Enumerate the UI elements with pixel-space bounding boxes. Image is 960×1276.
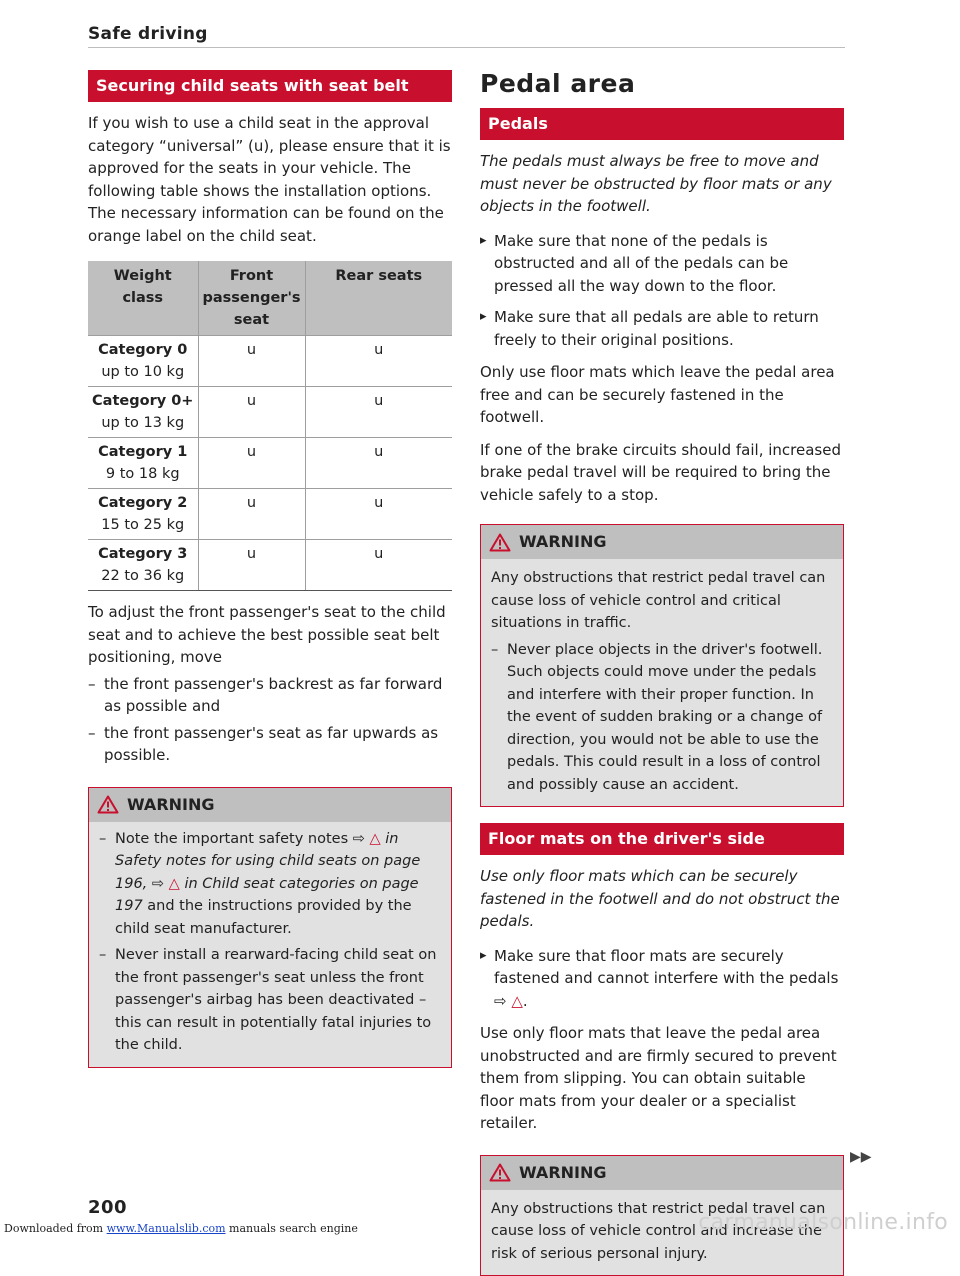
warning-title: WARNING (127, 793, 215, 817)
weight-label: up to 13 kg (92, 412, 194, 434)
table-cell-rear: u (305, 336, 452, 387)
child-seat-warning (88, 787, 452, 1068)
category-label: Category 0 (92, 339, 194, 361)
warning-title: WARNING (519, 1161, 607, 1185)
category-label: Category 2 (92, 492, 194, 514)
floor-mats-bullet: ▸ Make sure that floor mats are securely fastened and cannot interfere with the pedals ⇨ △. (480, 945, 844, 1013)
left-column (88, 70, 452, 1068)
warning-body (481, 559, 843, 806)
child-seat-categories-link[interactable]: in Child seat categories on page 197 (115, 876, 419, 915)
warning-text: Any obstructions that restrict pedal travel can cause loss of vehicle control and increase the risk of serious personal injury. (491, 1198, 833, 1266)
child-seat-heading: Securing child seats with seat belt (88, 70, 452, 102)
weight-label: 15 to 25 kg (92, 514, 194, 536)
adjust-text: To adjust the front passenger's seat to the child seat and to achieve the best possible seat belt positioning, move (88, 601, 452, 669)
child-seat-intro: If you wish to use a child seat in the approval category “universal” (u), please ensure that it is approved for the seats in your vehicle. The following table shows the installation options. The necessary information can be found on the orange label on the child seat. (88, 112, 452, 247)
table-cell-front: u (198, 336, 305, 387)
table-header-weight: Weight class (88, 261, 198, 336)
table-cell-rear: u (305, 540, 452, 591)
warning-header (89, 788, 451, 822)
adjust-item: – the front passenger's seat as far upwards as possible. (88, 722, 452, 767)
pedal-area-title: Pedal area (480, 66, 844, 102)
page-number: 200 (88, 1197, 127, 1218)
bullet-text: Make sure that floor mats are securely fastened and cannot interfere with the pedals ⇨ (494, 947, 838, 1010)
adjust-item: – the front passenger's backrest as far forward as possible and (88, 673, 452, 718)
manualslib-link[interactable]: www.Manualslib.com (107, 1222, 226, 1235)
warning-item: – Never place objects in the driver's footwell. Such objects could move under the pedals and interfere with their proper function. In the event of sudden braking or a change of direction, you would not be able to use the pedals. This could result in a loss of control and possibly cause an accident. (491, 639, 833, 797)
table-cell-weight (88, 438, 198, 489)
right-column (480, 66, 844, 1276)
continue-arrow-icon: ▶▶ (850, 1149, 872, 1165)
category-label: Category 3 (92, 543, 194, 565)
table-cell-front: u (198, 438, 305, 489)
warning-text: Any obstructions that restrict pedal travel can cause loss of vehicle control and critical situations in traffic. (491, 567, 833, 635)
download-footer (4, 1222, 358, 1235)
category-label: Category 1 (92, 441, 194, 463)
table-header-rear: Rear seats (305, 261, 452, 336)
floor-mats-heading: Floor mats on the driver's side (480, 823, 844, 855)
warning-triangle-icon (489, 1163, 511, 1182)
warning-text: Note the important safety notes ⇨ (115, 831, 370, 847)
table-cell-rear: u (305, 387, 452, 438)
table-cell-weight (88, 489, 198, 540)
warning-triangle-icon: △ (169, 876, 180, 892)
pedals-bullet: ▸ Make sure that none of the pedals is obstructed and all of the pedals can be pressed all the way down to the floor. (480, 230, 844, 298)
warning-triangle-icon (97, 795, 119, 814)
warning-triangle-icon: △ (511, 992, 523, 1010)
pedals-heading: Pedals (480, 108, 844, 140)
section-header: Safe driving (88, 24, 208, 44)
warning-item (99, 828, 441, 941)
table-cell-weight (88, 540, 198, 591)
warning-triangle-icon (489, 533, 511, 552)
table-header-front: Front passenger's seat (198, 261, 305, 336)
footer-prefix: Downloaded from (4, 1222, 107, 1235)
pedals-warning (480, 524, 844, 807)
warning-header (481, 1156, 843, 1190)
weight-label: 22 to 36 kg (92, 565, 194, 587)
table-cell-front: u (198, 540, 305, 591)
table-cell-rear: u (305, 489, 452, 540)
table-row (88, 438, 452, 489)
table-cell-weight (88, 336, 198, 387)
pedals-para: If one of the brake circuits should fail, increased brake pedal travel will be required to bring the vehicle safely to a stop. (480, 439, 844, 507)
table-cell-front: u (198, 387, 305, 438)
category-label: Category 0+ (92, 390, 194, 412)
warning-title: WARNING (519, 530, 607, 554)
weight-label: up to 10 kg (92, 361, 194, 383)
safety-notes-link[interactable]: in Safety notes for using child seats on page 196, (115, 831, 420, 892)
table-row (88, 336, 452, 387)
table-row (88, 489, 452, 540)
table-row (88, 387, 452, 438)
floor-mats-intro: Use only floor mats which can be securely fastened in the footwell and do not obstruct the pedals. (480, 865, 844, 933)
watermark: carmanualsonline.info (698, 1210, 948, 1235)
warning-text: ⇨ (147, 876, 168, 892)
header-divider (88, 47, 845, 48)
warning-body (89, 822, 451, 1067)
table-cell-rear: u (305, 438, 452, 489)
pedals-bullet: ▸ Make sure that all pedals are able to return freely to their original positions. (480, 306, 844, 351)
footer-suffix: manuals search engine (226, 1222, 358, 1235)
pedals-intro: The pedals must always be free to move and must never be obstructed by floor mats or any objects in the footwell. (480, 150, 844, 218)
weight-label: 9 to 18 kg (92, 463, 194, 485)
warning-item: – Never install a rearward-facing child seat on the front passenger's seat unless the front passenger's airbag has been deactivated – this can result in potentially fatal injuries to the child. (99, 944, 441, 1057)
warning-text: and the instructions provided by the child seat manufacturer. (115, 898, 412, 937)
child-seat-table (88, 261, 452, 591)
warning-header (481, 525, 843, 559)
table-row (88, 540, 452, 591)
table-cell-weight (88, 387, 198, 438)
table-cell-front: u (198, 489, 305, 540)
pedals-para: Only use floor mats which leave the pedal area free and can be securely fastened in the footwell. (480, 361, 844, 429)
warning-triangle-icon: △ (370, 831, 381, 847)
floor-mats-para: Use only floor mats that leave the pedal area unobstructed and are firmly secured to prevent them from slipping. You can obtain suitable floor mats from your dealer or a specialist retailer. (480, 1022, 844, 1135)
